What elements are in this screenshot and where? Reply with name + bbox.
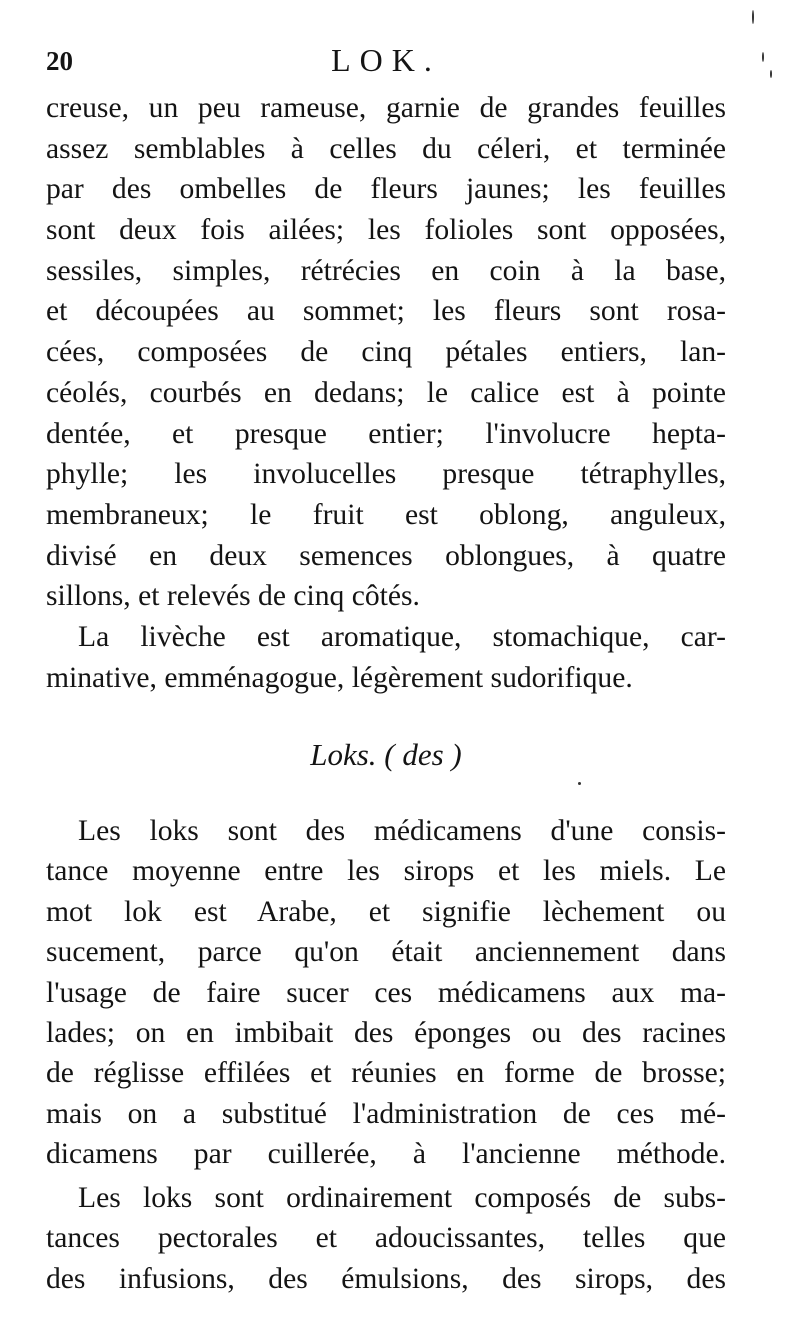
text-line: La livèche est aromatique, stomachique, car- [78, 621, 726, 653]
entry-continuation-paragraph [46, 88, 726, 617]
text-line: par des ombelles de fleurs jaunes; les feuilles [46, 173, 726, 206]
text-line: minative, emménagogue, légèrement sudorifique. [46, 661, 633, 694]
page-number: 20 [46, 46, 73, 76]
text-line: cées, composées de cinq pétales entiers, lan- [46, 336, 726, 369]
text-line: tances pectorales et adoucissantes, telles que [46, 1222, 726, 1255]
scan-speck [762, 52, 764, 62]
text-line: sillons, et relevés de cinq côtés. [46, 580, 420, 613]
text-line: divisé en deux semences oblongues, à quatre [46, 539, 726, 572]
properties-paragraph [46, 617, 726, 698]
text-line: Les loks sont ordinairement composés de subs- [78, 1182, 726, 1214]
text-line: creuse, un peu rameuse, garnie de grandes feuilles [46, 92, 726, 124]
text-line: sessiles, simples, rétrécies en coin à la base, [46, 254, 726, 287]
text-line: tance moyenne entre les sirops et les miels. Le [46, 855, 726, 888]
text-line: dicamens par cuillerée, à l'ancienne méthode. [46, 1138, 726, 1171]
scan-speck [752, 10, 754, 24]
loks-paragraph-1 [46, 811, 726, 1175]
text-line: phylle; les involucelles presque tétraphylles, [46, 458, 726, 491]
text-line: sont deux fois ailées; les folioles sont opposées, [46, 214, 726, 247]
text-line: assez semblables à celles du céleri, et terminée [46, 132, 726, 165]
text-line: Les loks sont des médicamens d'une consis- [78, 815, 726, 847]
text-line: lades; on en imbibait des éponges ou des racines [46, 1016, 726, 1049]
text-line: l'usage de faire sucer ces médicamens aux ma- [46, 976, 726, 1009]
scan-speck [770, 70, 772, 78]
text-line: sucement, parce qu'on était anciennement dans [46, 936, 726, 969]
scan-speck [578, 782, 581, 785]
text-line: mais on a substitué l'administration de ces mé- [46, 1097, 726, 1130]
text-line: des infusions, des émulsions, des sirops, des [46, 1262, 726, 1295]
text-line: et découpées au sommet; les fleurs sont rosa- [46, 295, 726, 328]
page-header [46, 40, 726, 84]
text-line: dentée, et presque entier; l'involucre hepta- [46, 417, 726, 450]
text-line: membraneux; le fruit est oblong, anguleux, [46, 498, 726, 531]
text-line: de réglisse effilées et réunies en forme de brosse; [46, 1057, 726, 1090]
loks-paragraph-2 [46, 1178, 726, 1299]
text-line: mot lok est Arabe, et signifie lèchement ou [46, 895, 726, 928]
running-title: LOK. [331, 42, 441, 78]
text-line: céolés, courbés en dedans; le calice est à pointe [46, 376, 726, 409]
section-heading: Loks. ( des ) [310, 737, 462, 772]
